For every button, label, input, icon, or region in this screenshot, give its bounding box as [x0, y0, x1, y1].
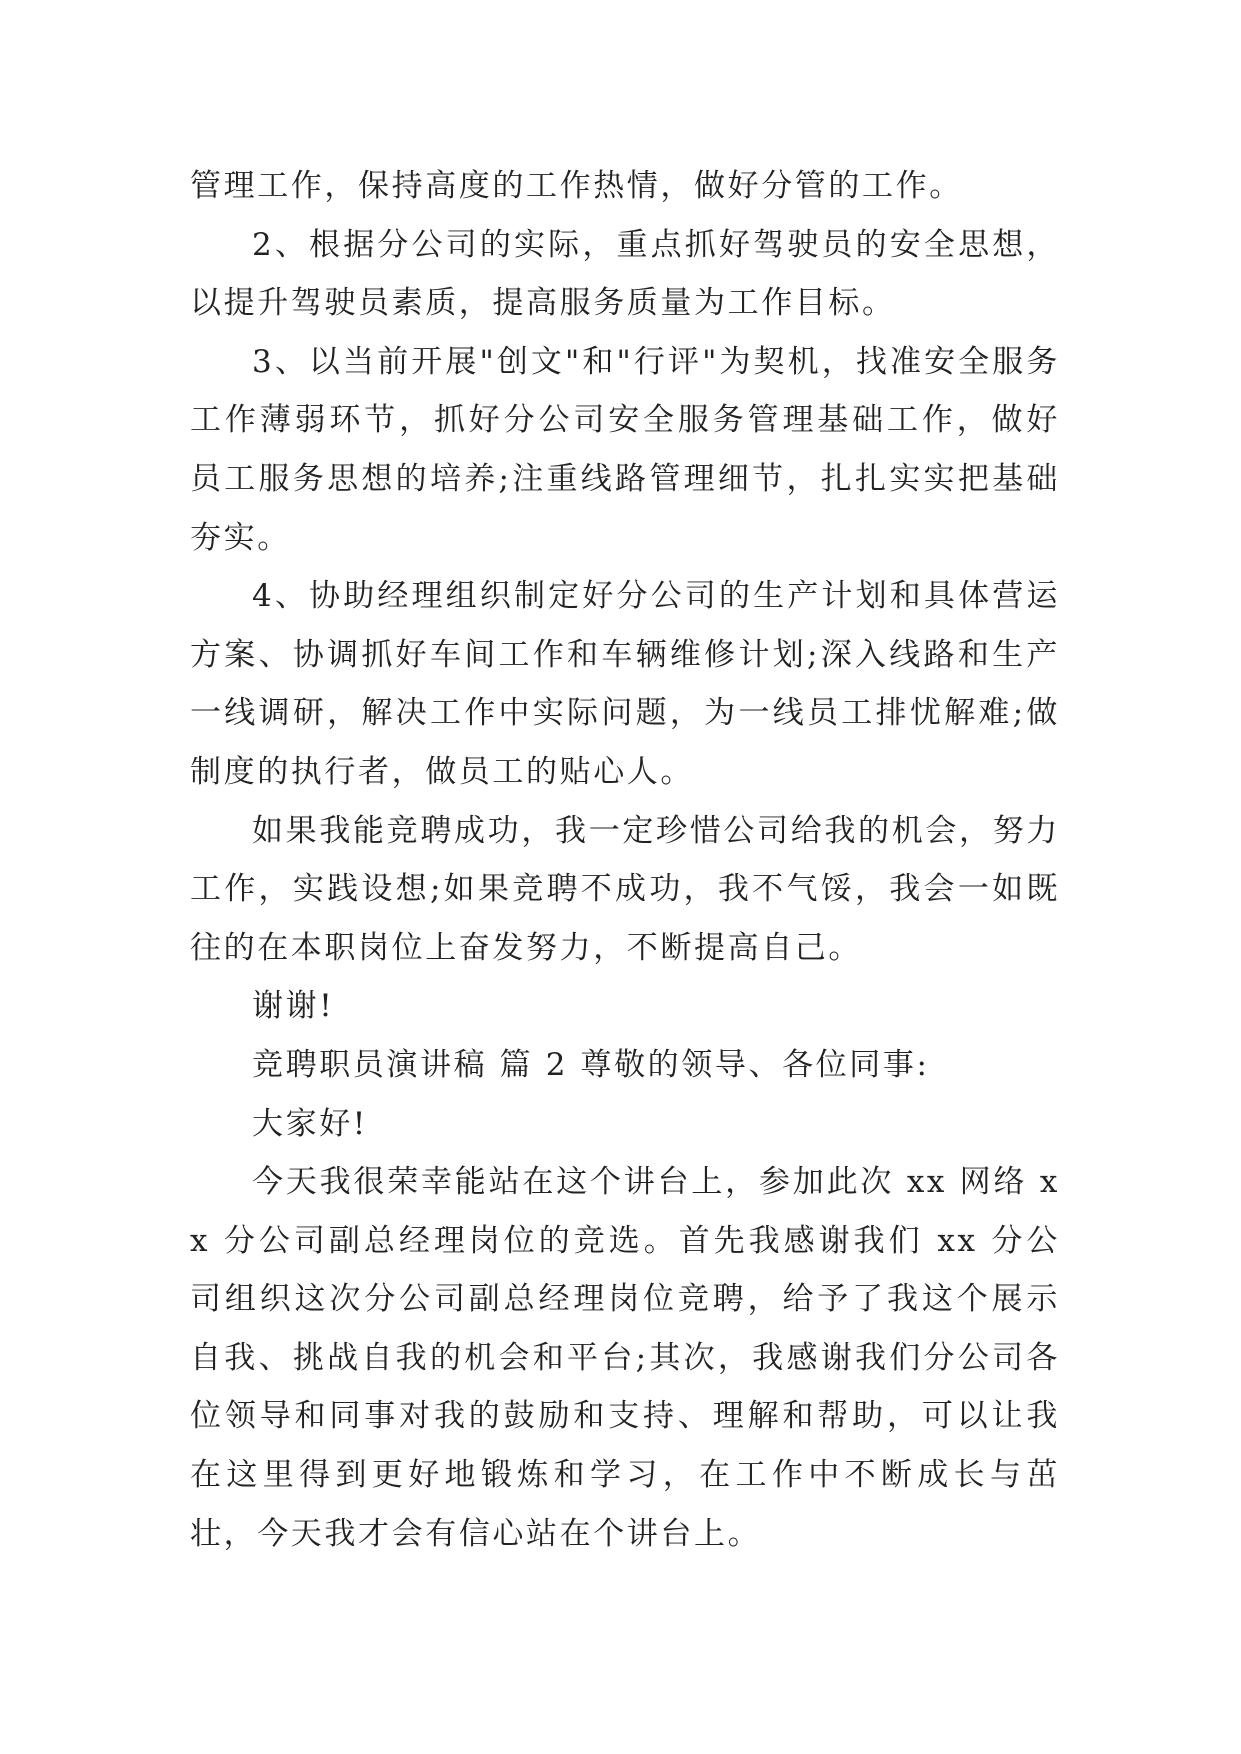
paragraph-greeting: 大家好!	[252, 1105, 368, 1142]
section-heading: 竞聘职员演讲稿 篇 2 尊敬的领导、各位同事:	[252, 1046, 930, 1083]
paragraph-9: 今天我很荣幸能站在这个讲台上，参加此次 xx 网络 xx 分公司副总经理岗位的竞选。首先我感谢我们 xx 分公司组织这次分公司副总经理岗位竞聘，给予了我这个展示自我、挑战自我的机会和平台;其次，我感谢我们分公司各位领导和同事对我的鼓励和支持、理解和帮助，可以让我在这里得到更好地锻炼和学习，在工作中不断成长与茁壮，今天我才会有信心站在个讲台上。	[190, 1164, 1060, 1552]
paragraph-1: 管理工作，保持高度的工作热情，做好分管的工作。	[190, 168, 963, 204]
document-body	[190, 157, 1060, 1563]
paragraph-5: 如果我能竞聘成功，我一定珍惜公司给我的机会，努力工作，实践设想;如果竞聘不成功，我不气馁，我会一如既往的在本职岗位上奋发努力，不断提高自己。	[190, 812, 1060, 966]
paragraph-2: 2、根据分公司的实际，重点抓好驾驶员的安全思想，以提升驾驶员素质，提高服务质量为工作目标。	[190, 226, 1060, 322]
paragraph-3: 3、以当前开展"创文"和"行评"为契机，找准安全服务工作薄弱环节，抓好分公司安全服务管理基础工作，做好员工服务思想的培养;注重线路管理细节，扎扎实实把基础夯实。	[190, 343, 1060, 556]
paragraph-4: 4、协助经理组织制定好分公司的生产计划和具体营运方案、协调抓好车间工作和车辆维修计划;深入线路和生产一线调研，解决工作中实际问题，为一线员工排忧解难;做制度的执行者，做员工的贴心人。	[190, 578, 1060, 790]
paragraph-thanks: 谢谢!	[252, 988, 335, 1025]
